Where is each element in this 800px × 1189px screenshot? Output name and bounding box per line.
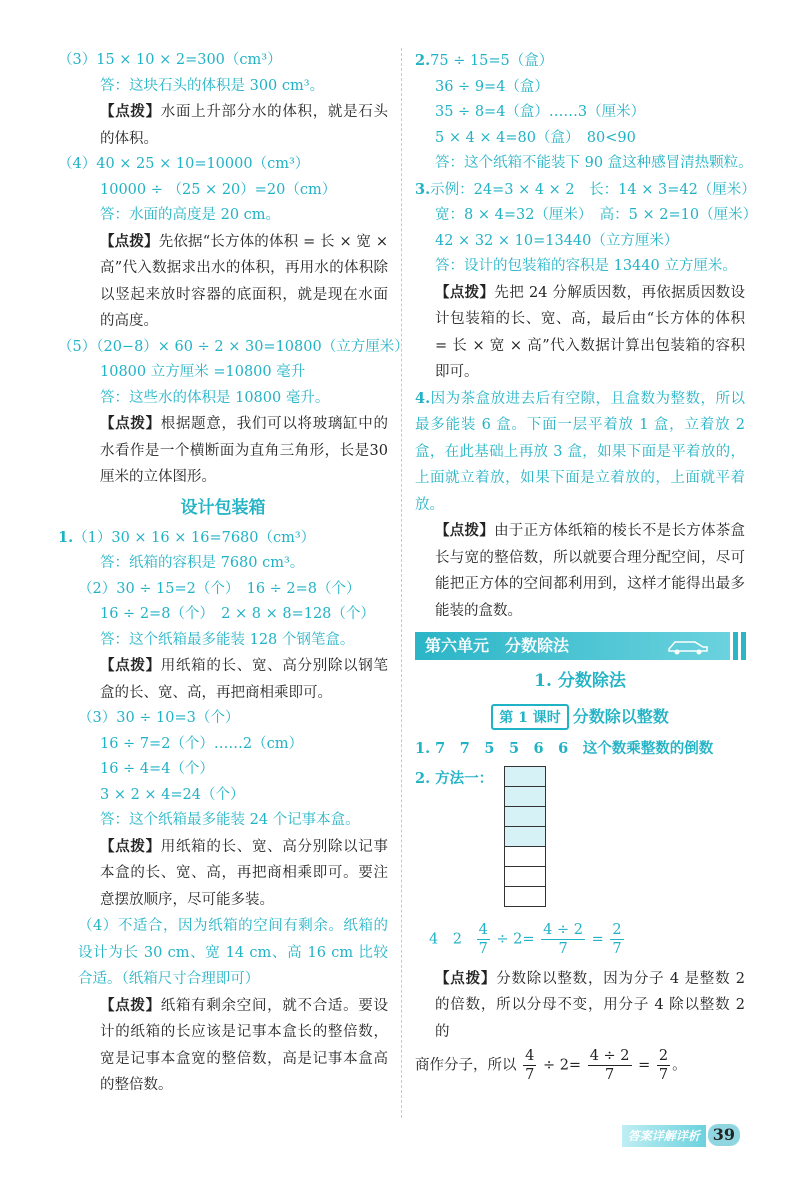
tip-text: 商作分子，所以 xyxy=(415,1057,517,1074)
equation-text: 75 ÷ 15=5（盒） xyxy=(430,53,554,69)
tip-label: 【点拨】 xyxy=(435,283,495,301)
tip-label: 【点拨】 xyxy=(100,996,161,1014)
fraction-grid xyxy=(504,766,546,907)
denominator: 7 xyxy=(525,1067,535,1083)
lesson-header xyxy=(415,704,745,730)
p3-line-3: 42 × 32 × 10=13440（立方厘米） xyxy=(435,232,679,249)
denominator: 7 xyxy=(658,1067,669,1083)
p3-line-1 xyxy=(415,177,756,204)
denominator: 7 xyxy=(478,940,488,957)
grid-cell xyxy=(504,867,546,887)
equation-text: 示例：24=3 × 4 × 2 长：14 × 3=42（厘米） xyxy=(430,181,756,198)
operator: ÷ 2= xyxy=(542,1057,582,1074)
p1-q2-equation-2: 16 ÷ 2=8（个） 2 × 8 × 8=128（个） xyxy=(100,606,375,622)
grid-cell xyxy=(504,847,546,867)
q3-tip xyxy=(58,99,388,152)
tip-text: 用纸箱的长、宽、高分别除以记事本盒的长、宽、高，再把商相乘即可。要注意摆放顺序，尽可能多装。 xyxy=(100,838,389,908)
unit-title: 第六单元 分数除法 xyxy=(425,636,570,655)
fraction xyxy=(588,1047,632,1084)
numerator: 4 xyxy=(525,1048,535,1064)
tip-text: 先把 24 分解质因数，再依据质因数设计包装箱的长、宽、高，最后由“长方体的体积 = 长 × 宽 × 高”代入数据计算出包装箱的容积即可。 xyxy=(435,284,746,380)
footer-label: 答案详解详析 xyxy=(622,1125,706,1147)
grid-cell-shaded xyxy=(504,827,546,847)
tip-label: 【点拨】 xyxy=(100,837,161,855)
numerator: 4 xyxy=(478,921,488,938)
tip-label: 【点拨】 xyxy=(100,103,161,120)
tip-label: 【点拨】 xyxy=(100,232,159,250)
fraction xyxy=(477,921,490,958)
operator: ÷ 2= xyxy=(496,931,535,947)
p1-q4-tip xyxy=(58,993,388,1099)
p1-q1-equation xyxy=(58,525,388,552)
problem-number: 4. xyxy=(415,389,431,407)
fraction xyxy=(541,921,585,958)
column-divider xyxy=(401,48,402,1118)
p1-q1-answer: 答：纸箱的容积是 7680 cm³。 xyxy=(100,555,305,571)
tip-label: 【点拨】 xyxy=(100,657,161,674)
lesson-number-badge: 第 1 课时 xyxy=(491,704,569,730)
answer-text: 因为茶盒放进去后有空隙，且盒数为整数，所以最多能装 6 盒。下面一层平着放 1 盒，立着放 2 盒，在此基础上再放 3 盒，如果下面是平着放的，上面就立着放，如果下面是立着放的，上面就平着放。 xyxy=(415,390,745,513)
fraction xyxy=(610,921,623,958)
p1-q3-equation-2: 16 ÷ 7=2（个）……2（cm） xyxy=(100,735,304,752)
grid-cell-shaded xyxy=(504,787,546,807)
section-title: 设计包装箱 xyxy=(180,497,266,518)
p2-line-1 xyxy=(415,48,745,75)
numerator: 4 ÷ 2 xyxy=(589,1048,630,1064)
p1-q3-tip xyxy=(58,834,388,914)
grid-cell xyxy=(504,887,546,907)
tip-label: 【点拨】 xyxy=(100,415,161,432)
problem-number: 3. xyxy=(415,180,431,198)
equals: = xyxy=(638,1057,651,1074)
q5-equation-2: 10800 立方厘米 =10800 毫升 xyxy=(100,364,306,380)
page-footer xyxy=(622,1124,740,1146)
p3-tip xyxy=(415,280,745,386)
q3-equation: （3）15 × 10 × 2=300（cm³） xyxy=(58,52,282,68)
fraction xyxy=(657,1047,670,1084)
tip-label: 【点拨】 xyxy=(435,522,495,539)
tip-text: 由于正方体纸箱的棱长不是长方体茶盒长与宽的整倍数，所以就要合理分配空间，尽可能把正方体的空间都利用到，这样才能得出最多能装的盒数。 xyxy=(435,523,746,619)
q4-tip xyxy=(58,229,388,335)
q2-tip-end xyxy=(415,1047,745,1084)
tip-text: 根据题意，我们可以将玻璃缸中的水看作是一个横断面为直角三角形，长是30 厘米的立体图形。 xyxy=(100,416,389,485)
tip-label: 【点拨】 xyxy=(435,969,497,987)
p2-line-2: 36 ÷ 9=4（盒） xyxy=(435,78,549,95)
equation-text: （1）30 × 16 × 16=7680（cm³） xyxy=(73,529,316,546)
q4-answer: 答：水面的高度是 20 cm。 xyxy=(100,207,281,223)
equation-prefix: 4 2 xyxy=(429,931,462,947)
tip-text: 分数除以整数，因为分子 4 是整数 2 的倍数，所以分母不变，用分子 4 除以整数 2 的 xyxy=(435,970,745,1040)
p1-q3-equation-4: 3 × 2 × 4=24（个） xyxy=(100,786,245,803)
p1-q3-answer: 答：这个纸箱最多能装 24 个记事本盒。 xyxy=(100,812,360,828)
p3-line-2: 宽：8 × 4=32（厘米） 高：5 × 2=10（厘米） xyxy=(435,207,758,223)
grid-cell-shaded xyxy=(504,766,546,787)
q2-label: 2. 方法一： xyxy=(415,769,494,787)
q3-answer: 答：这块石头的体积是 300 cm³。 xyxy=(100,77,325,94)
banner-stripe xyxy=(741,632,746,660)
q5-tip xyxy=(58,411,388,491)
p2-line-4: 5 × 4 × 4=80（盒） 80<90 xyxy=(435,129,636,146)
q5-answer: 答：这些水的体积是 10800 毫升。 xyxy=(100,389,330,406)
car-icon xyxy=(665,637,711,655)
left-column xyxy=(58,48,409,1099)
denominator: 7 xyxy=(612,940,622,957)
p3-answer: 答：设计的包装箱的容积是 13440 立方厘米。 xyxy=(435,258,737,274)
section-title: 1. 分数除法 xyxy=(534,671,626,691)
p1-q2-tip xyxy=(58,653,388,706)
tip-text: 用纸箱的长、宽、高分别除以钢笔盒的长、宽、高，再把商相乘即可。 xyxy=(100,658,389,701)
denominator: 7 xyxy=(605,1067,615,1083)
p4-answer xyxy=(415,386,745,519)
q1-answer: 1. 7 7 5 5 6 6 这个数乘整数的倒数 xyxy=(415,740,714,757)
p1-q3-equation-3: 16 ÷ 4=4（个） xyxy=(100,761,214,777)
equals: = xyxy=(591,931,604,947)
period: 。 xyxy=(672,1057,687,1074)
page-number: 39 xyxy=(708,1124,740,1146)
q4-equation-1: （4）40 × 25 × 10=10000（cm³） xyxy=(58,156,310,172)
problem-number: 1. xyxy=(58,528,74,546)
q2-tip xyxy=(415,966,745,1046)
p1-q2-equation-1: （2）30 ÷ 15=2（个） 16 ÷ 2=8（个） xyxy=(78,580,361,597)
q4-equation-2: 10000 ÷ （25 × 20）=20（cm） xyxy=(100,181,337,198)
lesson-title: 分数除以整数 xyxy=(572,707,669,726)
numerator: 4 ÷ 2 xyxy=(543,921,583,938)
p1-q3-equation-1: （3）30 ÷ 10=3（个） xyxy=(78,710,240,726)
banner-stripe xyxy=(733,632,738,660)
q2-equation xyxy=(415,921,745,958)
fraction xyxy=(523,1047,536,1084)
denominator: 7 xyxy=(558,940,568,957)
problem-number: 2. xyxy=(415,52,431,69)
p4-tip xyxy=(415,518,745,624)
numerator: 2 xyxy=(612,921,622,938)
p2-line-3: 35 ÷ 8=4（盒）……3（厘米） xyxy=(435,104,646,120)
tip-text: 先依据“长方体的体积 = 长 × 宽 × 高”代入数据求出水的体积，再用水的体积除以竖起来放时容器的底面积，就是现在水面的高度。 xyxy=(100,233,389,329)
p1-q4-answer: （4）不适合，因为纸箱的空间有剩余。纸箱的设计为长 30 cm、宽 14 cm、高 16 cm 比较合适。（纸箱尺寸合理即可） xyxy=(78,918,388,987)
numerator: 2 xyxy=(658,1048,669,1064)
tip-text: 水面上升部分水的体积，就是石头的体积。 xyxy=(100,104,389,147)
unit-banner xyxy=(415,632,745,660)
p1-q2-answer: 答：这个纸箱最多能装 128 个钢笔盒。 xyxy=(100,631,355,648)
q5-equation-1: （5）（20−8）× 60 ÷ 2 × 30=10800（立方厘米） xyxy=(58,338,409,355)
grid-cell-shaded xyxy=(504,807,546,827)
tip-text: 纸箱有剩余空间，就不合适。要设计的纸箱的长应该是记事本盒长的整倍数，宽是记事本盒宽的整倍数，高是记事本盒高的整倍数。 xyxy=(100,997,389,1093)
q2-method xyxy=(415,766,745,907)
right-column xyxy=(415,48,758,1084)
p2-answer: 答：这个纸箱不能装下 90 盒这种感冒清热颗粒。 xyxy=(435,155,753,171)
